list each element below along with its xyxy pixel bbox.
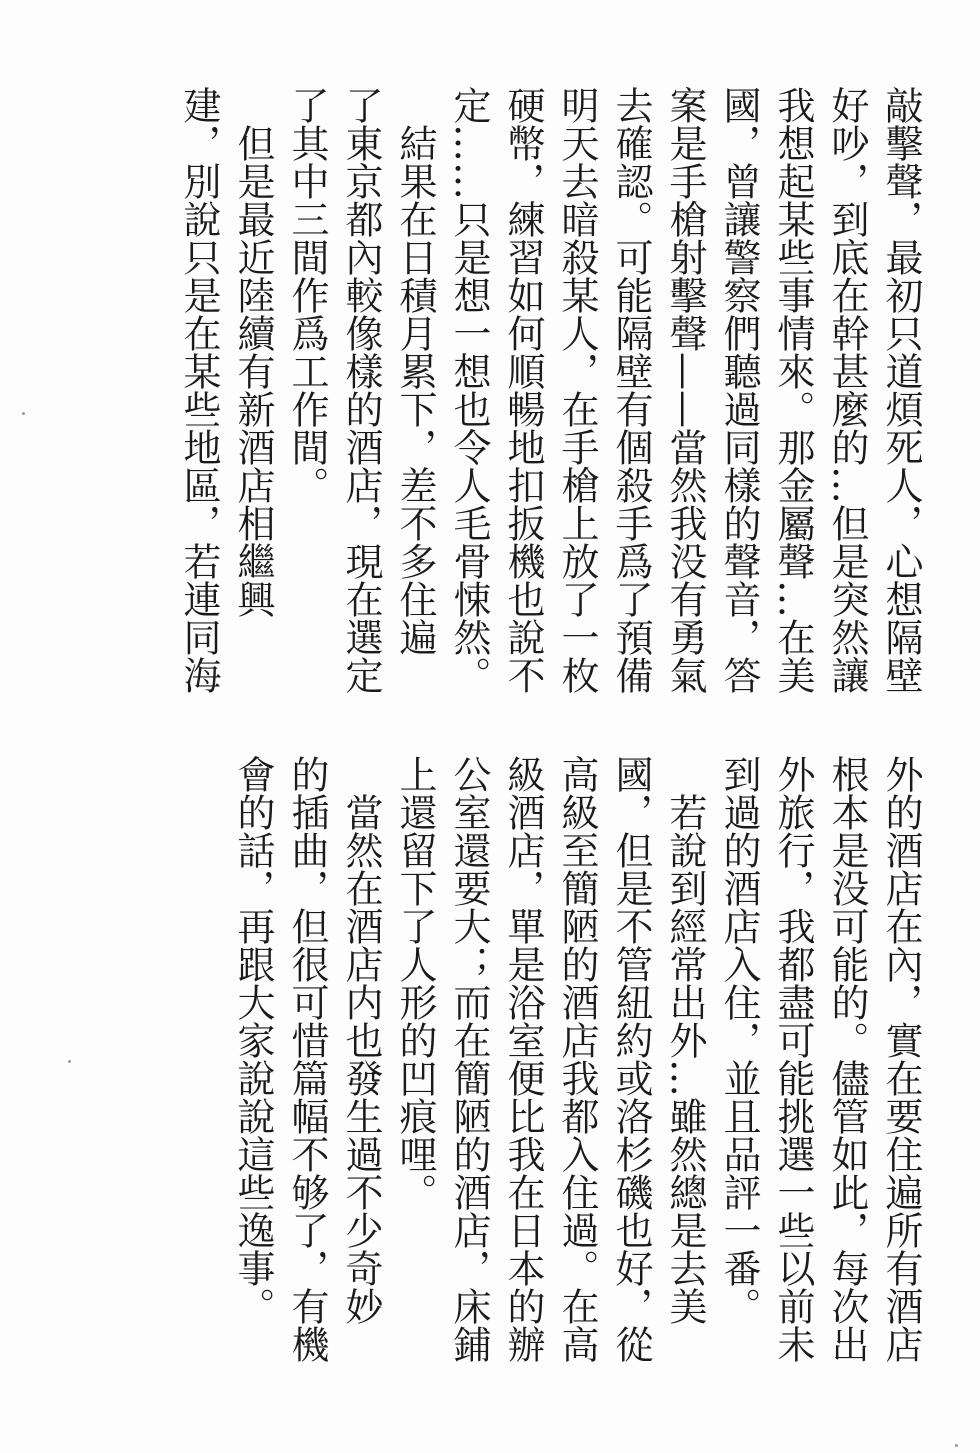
bottom-text-block [226,755,928,1415]
text-column: 外旅行，我都盡可能挑選一些以前未 [771,755,815,1363]
text-column: 上還留下了人形的凹痕哩。 [393,755,437,1211]
text-column: 國，曾讓警察們聽過同樣的聲音，答 [717,86,761,694]
text-column: 若說到經常出外…雖然總是去美 [663,755,707,1325]
text-column: 硬幣，練習如何順暢地扣扳機也說不 [501,86,545,694]
text-column: 敲擊聲，最初只道煩死人，心想隔壁 [879,86,923,694]
text-column: 了其中三間作爲工作間。 [285,86,329,504]
scan-speck [68,1060,71,1063]
text-column: 明天去暗殺某人，在手槍上放了一枚 [555,86,599,694]
scan-speck [955,1444,958,1447]
text-column: 建，別說只是在某些地區，若連同海 [177,86,221,694]
text-column: 會的話，再跟大家說說這些逸事。 [231,755,275,1325]
text-column: 級酒店，單是浴室便比我在日本的辦 [501,755,545,1363]
text-column: 了東京都內較像樣的酒店，現在選定 [339,86,383,694]
text-column: 但是最近陸續有新酒店相繼興 [231,86,275,618]
text-column: 到過的酒店入住，並且品評一番。 [717,755,761,1325]
text-column: 我想起某些事情來。那金屬聲…在美 [771,86,815,694]
top-text-block [172,86,928,726]
text-column: 根本是没可能的。儘管如此，每次出 [825,755,869,1363]
text-column: 案是手槍射擊聲——當然我没有勇氣 [663,86,707,694]
text-column: 定……只是想一想也令人毛骨悚然。 [447,86,491,694]
scan-speck [22,412,25,415]
text-column: 的插曲，但很可惜篇幅不够了，有機 [285,755,329,1363]
text-column: 外的酒店在內，實在要住遍所有酒店 [879,755,923,1363]
text-column: 去確認。可能隔壁有個殺手爲了預備 [609,86,653,694]
text-column: 高級至簡陋的酒店我都入住過。在高 [555,755,599,1363]
text-column: 當然在酒店内也發生過不少奇妙 [339,755,383,1325]
text-column: 結果在日積月累下，差不多住遍 [393,86,437,656]
text-column: 好吵，到底在幹甚麼的…但是突然讓 [825,86,869,694]
text-column: 公室還要大；而在簡陋的酒店，床鋪 [447,755,491,1363]
text-column: 國，但是不管紐約或洛杉磯也好，從 [609,755,653,1363]
